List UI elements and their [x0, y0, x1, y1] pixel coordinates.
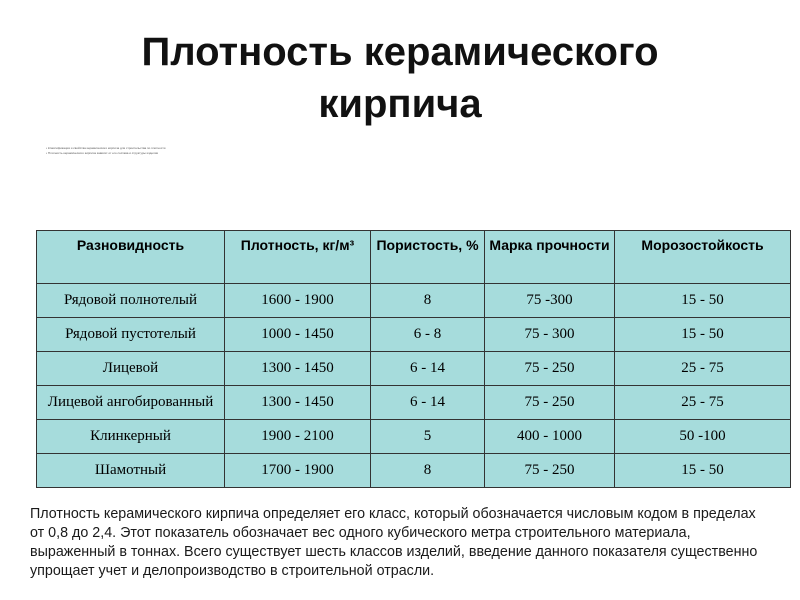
description-paragraph: Плотность керамического кирпича определяет его класс, который обозначается числовым кодом в пределах от 0,8 до 2,4. Этот показатель обозначает вес одного кубического метра строительного материала, выраженный в тоннах. Всего существует шесть классов изделий, введение данного показателя существенно упрощает учет и делопроизводство в строительной отрасли. — [30, 506, 758, 579]
table-row — [37, 284, 791, 318]
cell-porosity: 6 - 8 — [371, 318, 485, 352]
cell-frost: 15 - 50 — [615, 284, 791, 318]
table-header-row — [37, 231, 791, 284]
header-frost-resistance: Морозостойкость — [615, 231, 791, 284]
cell-frost: 15 - 50 — [615, 318, 791, 352]
cell-variety: Рядовой пустотелый — [37, 318, 225, 352]
cell-variety: Шамотный — [37, 454, 225, 488]
cell-density: 1300 - 1450 — [225, 352, 371, 386]
cell-strength: 75 -300 — [485, 284, 615, 318]
title-line-1: Плотность керамического — [141, 30, 659, 74]
cell-density: 1600 - 1900 — [225, 284, 371, 318]
cell-frost: 25 - 75 — [615, 352, 791, 386]
header-density: Плотность, кг/м³ — [225, 231, 371, 284]
cell-frost: 50 -100 — [615, 420, 791, 454]
cell-strength: 75 - 250 — [485, 454, 615, 488]
cell-variety: Лицевой — [37, 352, 225, 386]
table-row — [37, 352, 791, 386]
cell-density: 1000 - 1450 — [225, 318, 371, 352]
title-line-2: кирпича — [318, 82, 482, 126]
slide-title — [0, 26, 800, 130]
cell-strength: 400 - 1000 — [485, 420, 615, 454]
cell-density: 1300 - 1450 — [225, 386, 371, 420]
table-row — [37, 454, 791, 488]
header-strength-grade: Марка прочности — [485, 231, 615, 284]
cell-porosity: 8 — [371, 284, 485, 318]
cell-density: 1900 - 2100 — [225, 420, 371, 454]
cell-frost: 25 - 75 — [615, 386, 791, 420]
table-row — [37, 420, 791, 454]
header-porosity: Пористость, % — [371, 231, 485, 284]
cell-variety: Клинкерный — [37, 420, 225, 454]
cell-frost: 15 - 50 — [615, 454, 791, 488]
bullet-item: • Классификация и свойства керамического кирпича для строительства по плотности — [46, 146, 346, 151]
density-table — [36, 230, 791, 488]
cell-strength: 75 - 250 — [485, 386, 615, 420]
cell-variety: Лицевой ангобированный — [37, 386, 225, 420]
cell-porosity: 6 - 14 — [371, 352, 485, 386]
cell-porosity: 5 — [371, 420, 485, 454]
cell-porosity: 8 — [371, 454, 485, 488]
cell-density: 1700 - 1900 — [225, 454, 371, 488]
cell-porosity: 6 - 14 — [371, 386, 485, 420]
cell-strength: 75 - 250 — [485, 352, 615, 386]
bullet-item: • Плотность керамического кирпича зависит от его состава и структуры изделия — [46, 151, 346, 156]
tiny-bullet-list — [46, 146, 346, 156]
cell-variety: Рядовой полнотелый — [37, 284, 225, 318]
table-row — [37, 386, 791, 420]
table-row — [37, 318, 791, 352]
cell-strength: 75 - 300 — [485, 318, 615, 352]
header-variety: Разновидность — [37, 231, 225, 284]
